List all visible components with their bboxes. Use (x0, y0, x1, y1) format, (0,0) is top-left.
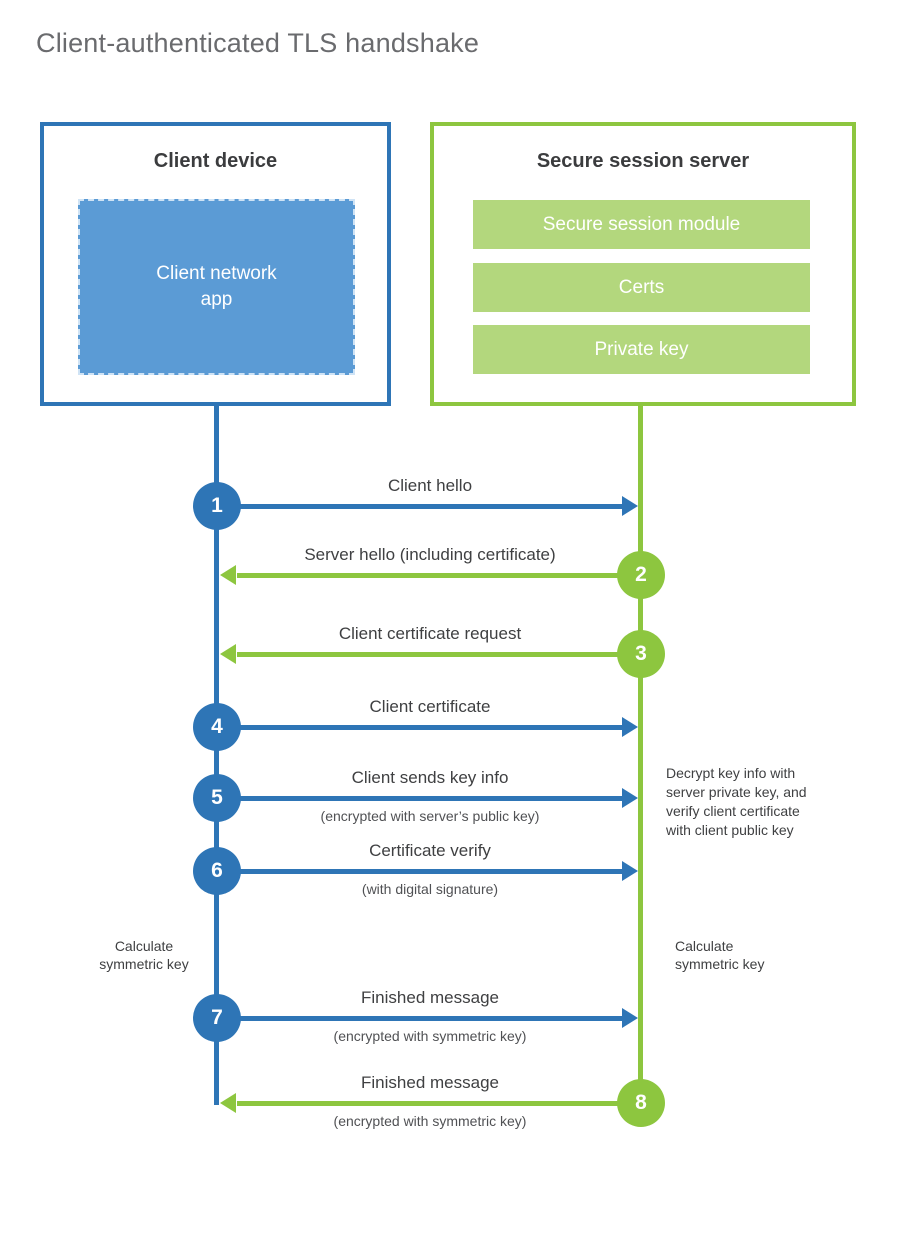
step-5-label: Client sends key info (351, 768, 509, 787)
step-5-sublabel: (encrypted with server’s public key) (320, 808, 540, 824)
step-5-number-badge: 5 (193, 774, 241, 822)
step-2-arrowhead-icon (220, 565, 236, 585)
step-7-arrowhead-icon (622, 1008, 638, 1028)
step-5-arrow-line (217, 796, 622, 801)
server-module-private-key: Private key (473, 325, 810, 374)
step-8-arrow-line (237, 1101, 641, 1106)
decrypt-key-info-note (666, 764, 807, 840)
step-1-arrow-line (217, 504, 622, 509)
step-7-sublabel: (encrypted with symmetric key) (333, 1028, 527, 1044)
calc-note-line: symmetric key (675, 956, 765, 972)
client-device-box (40, 122, 391, 406)
step-1-arrowhead-icon (622, 496, 638, 516)
step-6-label: Certificate verify (369, 841, 491, 860)
step-6-sublabel: (with digital signature) (361, 881, 499, 897)
client-network-app-label-line2: app (200, 289, 233, 310)
step-4-arrowhead-icon (622, 717, 638, 737)
client-device-title: Client device (153, 150, 278, 172)
decrypt-note-line: Decrypt key info with (666, 765, 796, 781)
step-5-arrowhead-icon (622, 788, 638, 808)
step-8-arrowhead-icon (220, 1093, 236, 1113)
step-1-label: Client hello (387, 476, 473, 495)
step-8-number-badge: 8 (617, 1079, 665, 1127)
decrypt-note-line: verify client certificate (666, 803, 800, 819)
decrypt-note-line: with client public key (666, 822, 794, 838)
calculate-symmetric-key-note-client (70, 937, 218, 973)
calc-note-line: Calculate (675, 938, 734, 954)
step-4-label: Client certificate (369, 697, 491, 716)
step-1-number-badge: 1 (193, 482, 241, 530)
step-6-arrow-line (217, 869, 622, 874)
calc-note-line: Calculate (114, 938, 174, 954)
step-6-number-badge: 6 (193, 847, 241, 895)
secure-session-server-title: Secure session server (536, 150, 750, 172)
step-8-sublabel: (encrypted with symmetric key) (333, 1113, 527, 1129)
step-7-label: Finished message (361, 988, 499, 1007)
step-3-label: Client certificate request (338, 624, 522, 643)
step-2-arrow-line (237, 573, 641, 578)
server-module-certs: Certs (473, 263, 810, 312)
page-title: Client-authenticated TLS handshake (36, 28, 480, 58)
server-module-secure-session: Secure session module (473, 200, 810, 249)
step-7-arrow-line (217, 1016, 622, 1021)
decrypt-note-line: server private key, and (666, 784, 807, 800)
step-7-number-badge: 7 (193, 994, 241, 1042)
step-8-label: Finished message (361, 1073, 499, 1092)
step-4-number-badge: 4 (193, 703, 241, 751)
client-network-app-box (78, 199, 355, 375)
client-network-app-label-line1: Client network (156, 263, 277, 284)
step-4-arrow-line (217, 725, 622, 730)
step-2-label: Server hello (including certificate) (304, 545, 556, 564)
step-3-number-badge: 3 (617, 630, 665, 678)
calculate-symmetric-key-note-server (675, 937, 764, 973)
calc-note-line: symmetric key (99, 956, 189, 972)
server-lifeline (638, 406, 643, 1103)
step-3-arrow-line (237, 652, 641, 657)
step-6-arrowhead-icon (622, 861, 638, 881)
secure-session-server-box (430, 122, 856, 406)
step-2-number-badge: 2 (617, 551, 665, 599)
step-3-arrowhead-icon (220, 644, 236, 664)
